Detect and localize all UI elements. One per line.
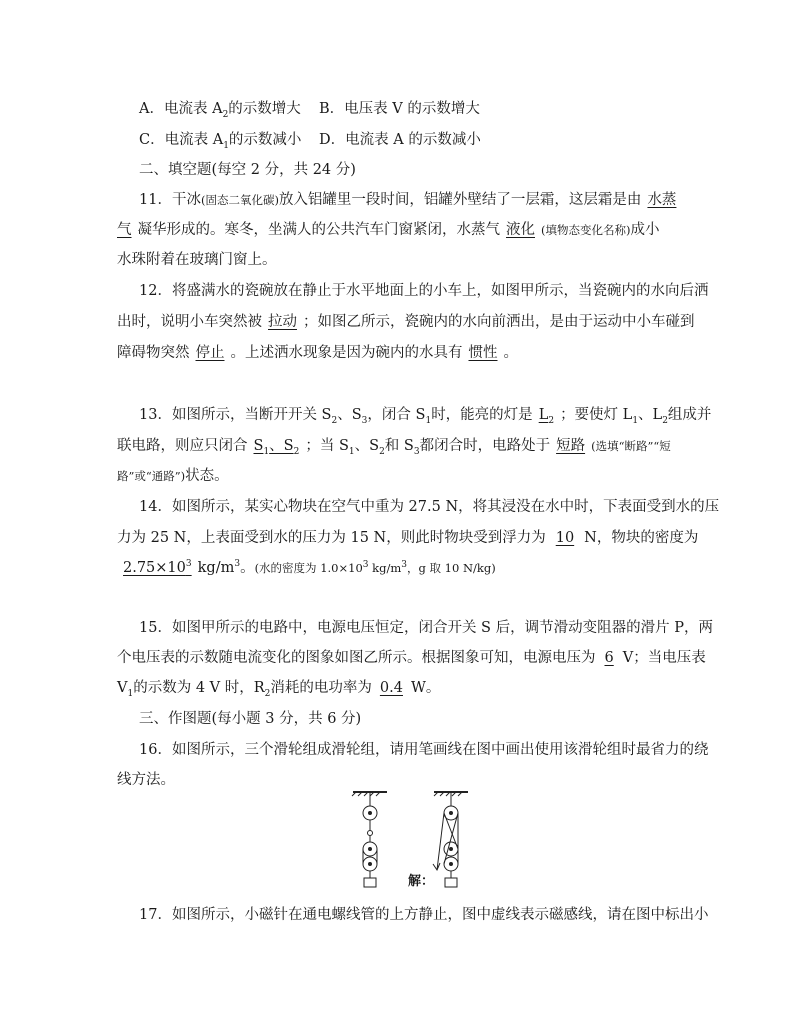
q12-line-2: 出时，说明小车突然被 拉动 ；如图乙所示，瓷碗内的水向前洒出，是由于运动中小车碰到: [117, 314, 695, 330]
pulley-solution-figure: [428, 790, 472, 888]
q11-line-3: 水珠附着在玻璃门窗上。: [117, 252, 277, 268]
q14-answer-1: 10: [555, 530, 575, 546]
q15-answer-2: 0.4: [379, 680, 403, 696]
q12-line-1: 12．将盛满水的瓷碗放在静止于水平地面上的小车上，如图甲所示，当瓷碗内的水向后洒: [139, 283, 709, 299]
q15-line-3: $V_1$的示数为 4 V 时，$R_2$消耗的电功率为 0.4 W。: [117, 680, 441, 699]
q15-line-1: 15．如图甲所示的电路中，电源电压恒定，闭合开关 S 后，调节滑动变阻器的滑片 P，两: [139, 620, 713, 636]
q11-line-1: 11．干冰(固态二氧化碳)放入铝罐里一段时间，铝罐外壁结了一层霜，这层霜是由 水蒸: [139, 190, 682, 210]
option-d: D．电流表 A 的示数减小: [319, 132, 481, 148]
q13-answer-2: $S_1$、$S_2$: [253, 438, 300, 457]
q14-line-1: 14．如图所示，某实心物块在空气中重为 27.5 N，将其浸没在水中时，下表面受到水的压: [139, 499, 720, 515]
q12-answer-2: 停止: [195, 345, 225, 361]
q12-line-3: 障碍物突然 停止 。上述洒水现象是因为碗内的水具有 惯性 。: [117, 345, 518, 361]
section-2-title: 二、填空题(每空 2 分，共 24 分): [139, 162, 356, 178]
q13-answer-3: 短路: [556, 438, 586, 454]
q11-line-2: 气 凝华形成的。寒冬，坐满人的公共汽车门窗紧闭，水蒸气 液化 (填物态变化名称)成小: [117, 222, 660, 238]
q11-answer-2: 液化: [506, 222, 535, 238]
q13-line-2: 联电路，则应只闭合 $S_1$、$S_2$ ；当 $S_1$、$S_2$和 $S_3$都闭合时，电路处于 短路 (选填“断路”“短: [117, 438, 671, 457]
q11-answer-1b: 气: [117, 222, 132, 238]
q15-answer-1: 6: [604, 650, 614, 666]
q13-line-3: 路”或“通路”)状态。: [117, 468, 229, 484]
q11-answer-1a: 水蒸: [647, 192, 677, 208]
q16-line-1: 16．如图所示，三个滑轮组成滑轮组，请用笔画线在图中画出使用该滑轮组时最省力的绕: [139, 742, 709, 758]
q14-answer-2: $2.75\times 10^3$: [123, 559, 192, 576]
q16-line-2: 线方法。: [117, 772, 175, 788]
q12-answer-1: 拉动: [268, 314, 297, 330]
q13-line-1: 13．如图所示，当断开开关 $S_2$、$S_3$，闭合 $S_1$时，能亮的灯是 $L_2$ ；要使灯 $L_1$、$L_2$组成并: [139, 407, 712, 426]
q15-line-2: 个电压表的示数随电流变化的图象如图乙所示。根据图象可知，电源电压为 6 V；当电压表: [117, 650, 706, 666]
section-3-title: 三、作图题(每小题 3 分，共 6 分): [139, 711, 362, 727]
option-b: B．电压表 V 的示数增大: [319, 101, 480, 117]
q17-line-1: 17．如图所示，小磁针在通电螺线管的上方静止，图中虚线表示磁感线，请在图中标出小: [139, 907, 709, 923]
option-a: A．电流表 $A_2$的示数增大: [139, 101, 301, 120]
q12-answer-3: 惯性: [468, 345, 498, 361]
solution-label: 解：: [408, 874, 435, 889]
q13-answer-1: $L_2$: [538, 407, 555, 426]
q14-line-2: 力为 25 N，上表面受到水的压力为 15 N，则此时物块受到浮力为 10 N，物块的密度为: [117, 530, 699, 546]
pulley-system-figure: [350, 790, 390, 888]
option-c: C．电流表 $A_1$的示数减小: [139, 132, 302, 151]
q14-line-3: $2.75\times 10^3$ $kg/m^3$。(水的密度为 $1.0\times 10^3$ $kg/m^3$，g 取 10 N/kg): [117, 558, 496, 578]
